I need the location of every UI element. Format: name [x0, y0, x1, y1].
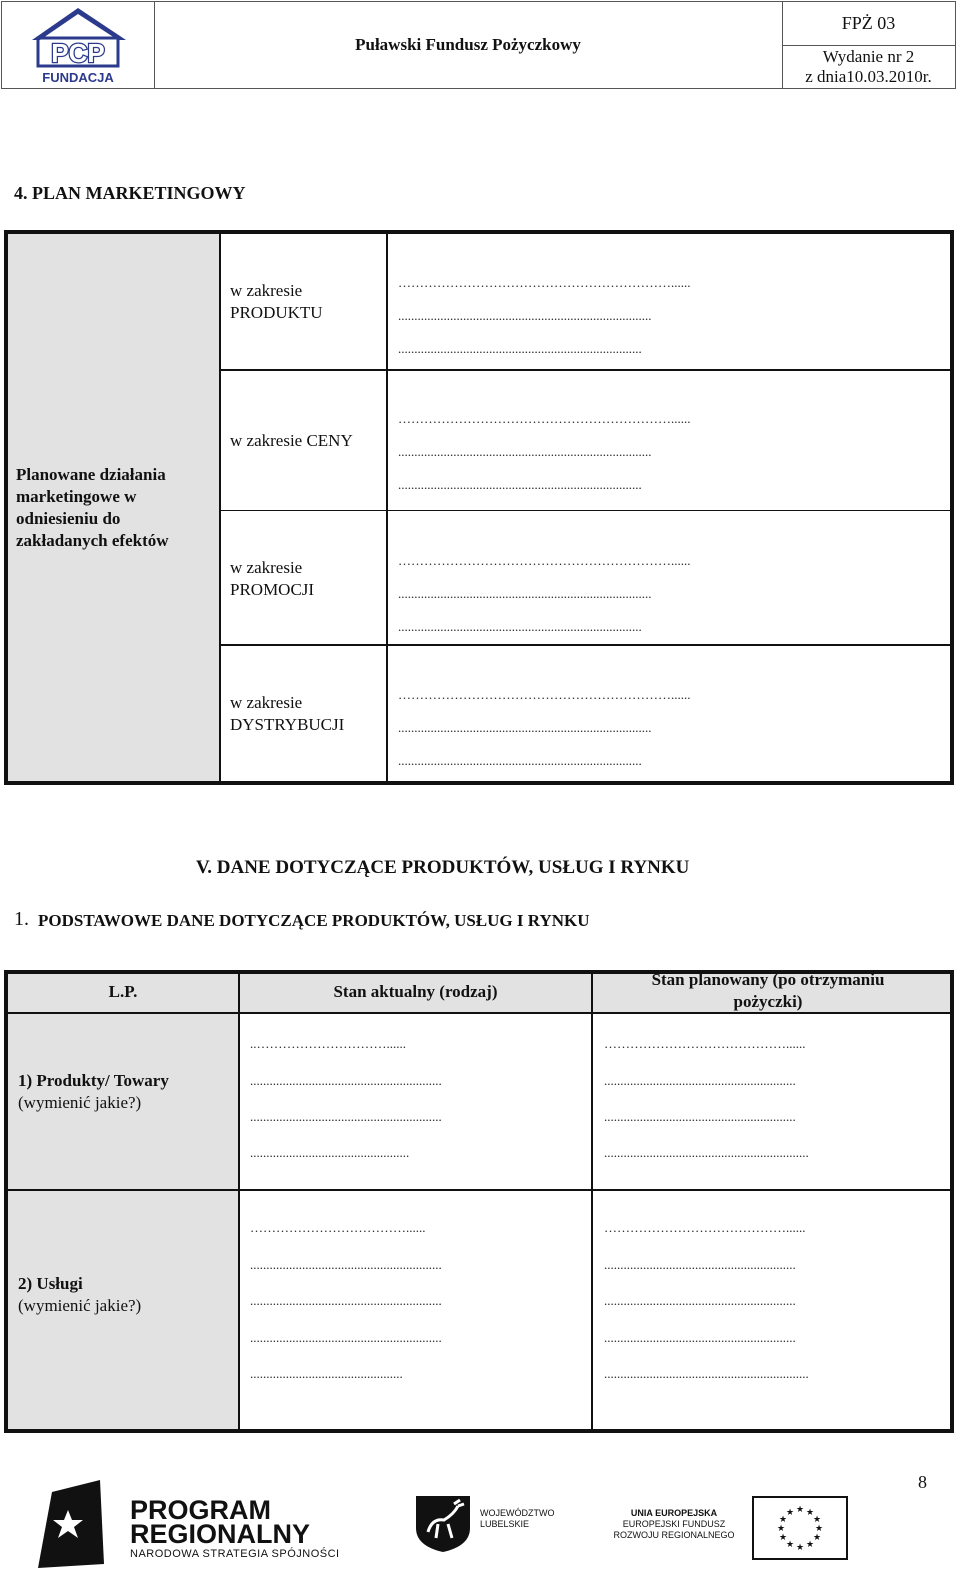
- row-label-products: 1) Produkty/ Towary: [18, 1071, 169, 1090]
- program-line3: NARODOWA STRATEGIA SPÓJNOŚCI: [130, 1548, 340, 1560]
- fill-line[interactable]: ...........................................................................: [398, 619, 642, 634]
- form-code: FPŻ 03: [782, 2, 955, 46]
- page-number: 8: [918, 1472, 927, 1492]
- eu-text-logo: [604, 1508, 744, 1541]
- edition-date: z dnia10.03.2010r.: [805, 67, 932, 86]
- footer-logos: [0, 1472, 960, 1589]
- fill-line[interactable]: ...............................................................: [604, 1366, 809, 1381]
- fill-line[interactable]: ...........................................................................: [398, 341, 642, 356]
- fill-line[interactable]: ………………………………......: [250, 1220, 426, 1235]
- row-label-ceny: w zakresie CENY: [230, 431, 353, 450]
- fill-line[interactable]: ...........................................................................: [398, 477, 642, 492]
- svg-text:★: ★: [812, 1533, 822, 1543]
- svg-text:★: ★: [778, 1533, 788, 1543]
- program-line2: REGIONALNY: [130, 1519, 311, 1549]
- org-name: Puławski Fundusz Pożyczkowy: [154, 2, 783, 88]
- svg-text:★: ★: [795, 1543, 805, 1553]
- row-label-dystrybucji: w zakresie DYSTRYBUCJI: [230, 693, 345, 734]
- col-header-current: Stan aktualny (rodzaj): [333, 982, 498, 1001]
- col-header-lp: L.P.: [108, 982, 138, 1001]
- lubelskie-coat-of-arms-icon: [414, 1494, 472, 1554]
- program-regionalny-icon: [38, 1480, 108, 1568]
- svg-text:★: ★: [795, 1505, 805, 1515]
- pcp-logo: [2, 2, 155, 88]
- fill-line[interactable]: ...............................................: [250, 1366, 403, 1381]
- fill-line[interactable]: ...........................................................: [250, 1257, 442, 1272]
- program-regionalny-logo: [130, 1495, 311, 1549]
- eu-line1: UNIA EUROPEJSKA: [630, 1508, 718, 1518]
- fill-line[interactable]: ..............................................................................: [398, 720, 652, 735]
- fill-line[interactable]: ...........................................................: [250, 1330, 442, 1345]
- fill-line[interactable]: ...........................................................: [604, 1293, 796, 1308]
- fill-line[interactable]: ...............................................................: [604, 1145, 809, 1160]
- row-label-promocji: w zakresie PROMOCJI: [230, 558, 315, 599]
- fill-line[interactable]: ...........................................................: [250, 1109, 442, 1124]
- fill-line[interactable]: ...........................................................: [604, 1330, 796, 1345]
- products-table: [4, 970, 954, 1433]
- svg-text:★: ★: [805, 1508, 815, 1518]
- fill-line[interactable]: ………………………………………………………......: [398, 411, 691, 426]
- plan-row-label: Planowane działania marketingowe w odniesieniu do zakładanych efektów: [16, 465, 169, 550]
- logo-subtext: FUNDACJA: [42, 70, 114, 85]
- marketing-plan-table: [4, 230, 954, 785]
- fill-line[interactable]: ..............................................................................: [398, 586, 652, 601]
- row-label-services: 2) Usługi: [18, 1274, 83, 1293]
- svg-text:★: ★: [776, 1524, 786, 1534]
- woj-line1: WOJEWÓDZTWO: [480, 1508, 555, 1518]
- svg-text:★: ★: [785, 1540, 795, 1550]
- subsection-number: 1.: [14, 908, 29, 930]
- section-5-title: V. DANE DOTYCZĄCE PRODUKTÓW, USŁUG I RYNKU: [196, 857, 690, 878]
- row-hint-services: (wymienić jakie?): [18, 1296, 142, 1315]
- fill-line[interactable]: ……………………………………......: [604, 1220, 806, 1235]
- logo-text: PCP: [51, 38, 105, 68]
- subsection-title: PODSTAWOWE DANE DOTYCZĄCE PRODUKTÓW, USŁUG I RYNKU: [38, 911, 590, 930]
- edition: Wydanie nr 2: [822, 47, 915, 66]
- program-line1: PROGRAM: [130, 1495, 271, 1525]
- document-header: [1, 1, 956, 89]
- fill-line[interactable]: ...........................................................: [604, 1109, 796, 1124]
- svg-text:★: ★: [778, 1515, 788, 1525]
- fill-line[interactable]: ..............................................................................: [398, 308, 652, 323]
- svg-text:★: ★: [785, 1508, 795, 1518]
- svg-text:★: ★: [814, 1524, 824, 1534]
- fill-line[interactable]: ……………………………………......: [604, 1036, 806, 1051]
- fill-line[interactable]: .................................................: [250, 1145, 410, 1160]
- fill-line[interactable]: ...........................................................: [604, 1073, 796, 1088]
- fill-line[interactable]: ...........................................................: [250, 1293, 442, 1308]
- row-hint-products: (wymienić jakie?): [18, 1093, 142, 1112]
- row-label-produktu: w zakresie PRODUKTU: [230, 281, 323, 322]
- eu-flag-icon: [752, 1496, 848, 1560]
- eu-line3: ROZWOJU REGIONALNEGO: [613, 1530, 735, 1540]
- svg-text:★: ★: [805, 1540, 815, 1550]
- fill-line[interactable]: ...........................................................: [250, 1073, 442, 1088]
- fill-line[interactable]: ………………………………………………………......: [398, 553, 691, 568]
- section-4-title: 4. PLAN MARKETINGOWY: [14, 183, 246, 203]
- fill-line[interactable]: ...........................................................: [604, 1257, 796, 1272]
- fill-line[interactable]: ………………………………………………………......: [398, 687, 691, 702]
- col-header-planned: Stan planowany (po otrzymaniu pożyczki): [651, 970, 885, 1011]
- woj-line2: LUBELSKIE: [480, 1519, 530, 1529]
- fill-line[interactable]: ………………………………………………………......: [398, 275, 691, 290]
- lubelskie-logo: [480, 1508, 554, 1530]
- fill-line[interactable]: ..…………………………......: [250, 1036, 406, 1051]
- fill-line[interactable]: ...........................................................................: [398, 753, 642, 768]
- svg-text:★: ★: [812, 1515, 822, 1525]
- fill-line[interactable]: ..............................................................................: [398, 444, 652, 459]
- edition-info: [782, 45, 955, 88]
- eu-line2: EUROPEJSKI FUNDUSZ: [622, 1519, 726, 1529]
